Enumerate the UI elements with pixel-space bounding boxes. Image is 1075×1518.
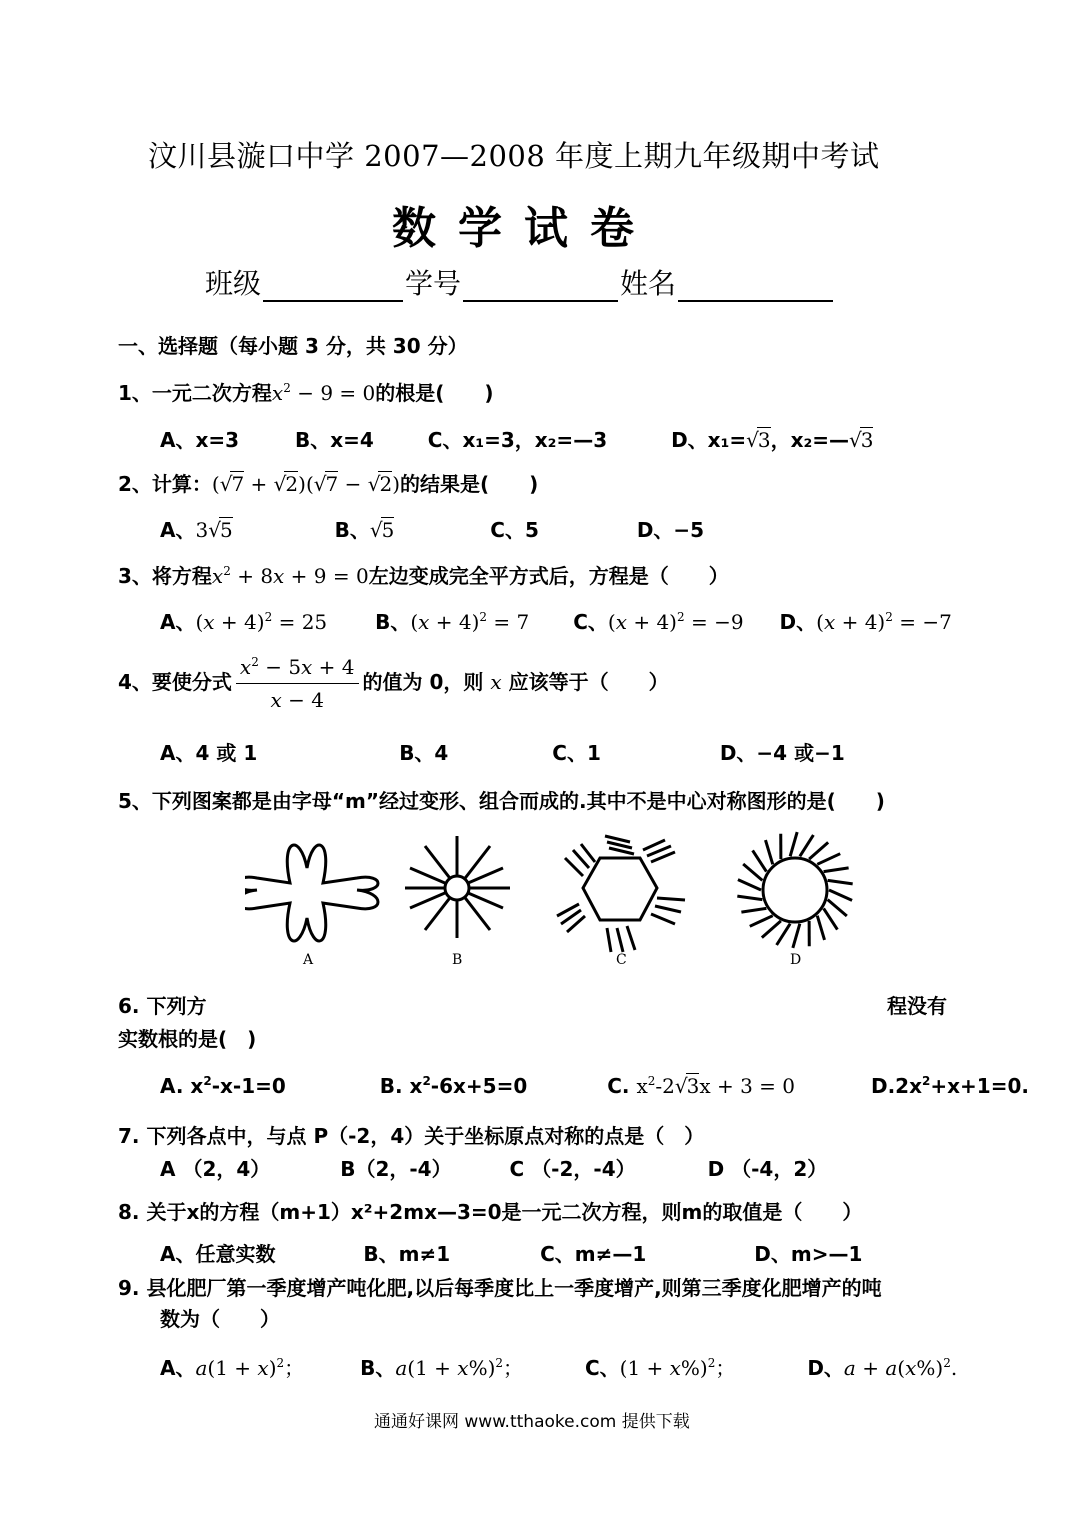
question-8-options (160, 1238, 862, 1267)
question-2-options (160, 514, 704, 543)
footer: 通通好课网 www.tthaoke.com 提供下载 (374, 1412, 690, 1432)
figure-a-label: A (303, 952, 314, 968)
option-b[interactable]: B（2，-4） (340, 1157, 452, 1181)
option-a[interactable]: A、$a(1 + x)^2$； (160, 1356, 305, 1380)
figure-d-tick (762, 921, 781, 938)
figure-d-tick (741, 908, 766, 912)
question-9-stem-line1: 9. 县化肥厂第一季度增产吨化肥,以后每季度比上一季度增产,则第三季度化肥增产的吨 (118, 1276, 882, 1300)
option-d[interactable]: D、−5 (636, 518, 705, 542)
option-c[interactable]: C （-2，-4） (509, 1157, 636, 1181)
figure-a[interactable] (245, 845, 378, 941)
figure-b[interactable] (405, 836, 510, 938)
question-6-stem-line2: 实数根的是( ) (118, 1027, 257, 1051)
figure-d-tick (753, 850, 767, 871)
option-c[interactable]: C、1 (552, 741, 601, 765)
name-field[interactable] (678, 270, 833, 302)
class-label: 班级 (205, 267, 262, 300)
figure-d-tick (737, 896, 762, 899)
option-a[interactable]: A、$(x + 4)^2 = 25$ (160, 610, 328, 634)
option-b[interactable]: B、x=4 (295, 428, 374, 452)
student-number-field[interactable] (463, 270, 618, 302)
exam-header: 汶川县漩口中学 2007—2008 年度上期九年级期中考试 (148, 139, 880, 173)
option-a[interactable]: A （2，4） (160, 1157, 271, 1181)
figure-d-tick (743, 864, 762, 880)
figure-d-tick (750, 916, 773, 927)
question-9-options (160, 1352, 957, 1381)
class-field[interactable] (263, 270, 403, 302)
option-a[interactable]: A、x=3 (160, 428, 240, 452)
option-b[interactable]: B、4 (399, 741, 449, 765)
option-b[interactable]: B、$a(1 + x\%)^2$； (360, 1356, 524, 1380)
figure-d-tick (817, 854, 840, 865)
question-7-options (160, 1153, 827, 1182)
option-d[interactable]: D、$a + a(x\%)^2$. (807, 1356, 958, 1380)
question-1-stem: 1、一元二次方程$x^2 - 9 = 0$的根是( ) (118, 381, 494, 405)
student-info-line (205, 262, 835, 302)
question-5-figures (245, 828, 865, 978)
question-9-stem-line2: 数为（ ） (160, 1307, 280, 1331)
question-6-stem-left: 6. 下列方 (118, 994, 207, 1018)
section-heading: 一、选择题（每小题 3 分，共 30 分） (118, 334, 468, 358)
figure-d-tick (765, 840, 772, 864)
option-d[interactable]: $D.2x^2+x+1=0$. (870, 1074, 1029, 1098)
question-3-stem: 3、将方程$x^2 + 8x + 9 = 0$左边变成完全平方式后，方程是（ ） (118, 564, 729, 588)
option-a[interactable]: A. $x^2-x-1=0$ (160, 1074, 286, 1098)
option-d[interactable]: D、$(x + 4)^2 = -7$ (779, 610, 952, 634)
figure-c-label: C (616, 952, 627, 968)
question-8-stem: 8. 关于x的方程（m+1）x²+2mx—3=0是一元二次方程，则m的取值是（ ） (118, 1200, 863, 1224)
figure-c[interactable] (557, 836, 685, 952)
name-label: 姓名 (620, 267, 677, 300)
option-a[interactable]: A、4 或 1 (160, 741, 258, 765)
figure-d[interactable] (737, 832, 852, 948)
question-6-options (160, 1073, 1029, 1098)
question-5-stem: 5、下列图案都是由字母“m”经过变形、组合而成的.其中不是中心对称图形的是( ) (118, 789, 885, 813)
question-3-options (160, 606, 952, 635)
page-title: 数学试卷 (392, 203, 656, 254)
question-7-stem: 7. 下列各点中，与点 P（-2，4）关于坐标原点对称的点是（ ） (118, 1124, 705, 1148)
option-d[interactable]: D （-4，2） (707, 1157, 828, 1181)
option-b[interactable]: B、$(x + 4)^2 = 7$ (375, 610, 530, 634)
option-c[interactable]: C. $x^2-2√3x + 3 = 0$ (607, 1074, 796, 1098)
student-number-label: 学号 (405, 267, 462, 300)
option-a[interactable]: A、3√5 (160, 518, 233, 542)
figure-d-label: D (790, 952, 802, 968)
figure-d-tick (793, 924, 800, 948)
question-2-stem: 2、计算：(√7 + √2)(√7 − √2)的结果是( ) (118, 472, 539, 496)
question-1-options (160, 424, 873, 453)
figure-d-tick (800, 835, 814, 856)
option-c[interactable]: C、$(x + 4)^2 = -9$ (573, 610, 744, 634)
option-c[interactable]: C、m≠—1 (540, 1242, 647, 1266)
figure-d-tick (824, 908, 838, 929)
option-d[interactable]: D、x₁=√3，x₂=—√3 (671, 428, 874, 452)
question-4-options (160, 737, 845, 766)
figure-d-tick (829, 890, 852, 900)
option-b[interactable]: B. $x^2-6x+5=0$ (379, 1074, 528, 1098)
figure-d-tick (738, 880, 761, 890)
figure-d-tick (828, 880, 853, 883)
question-4-stem: 4、要使分式 $\frac{x^2 - 5x + 4}{x - 4}$ 的值为 0，则 x 应该等于（ ） (118, 655, 669, 712)
option-d[interactable]: D、m>—1 (754, 1242, 863, 1266)
figure-d-tick (777, 924, 791, 945)
option-b[interactable]: B、√5 (334, 518, 395, 542)
figure-d-tick (824, 868, 849, 872)
figure-b-label: B (452, 952, 463, 968)
figure-d-tick (809, 842, 828, 859)
option-c[interactable]: C、5 (490, 518, 539, 542)
figure-d-tick (817, 916, 824, 940)
option-c[interactable]: C、$(1 + x\%)^2$； (584, 1356, 736, 1380)
option-d[interactable]: D、−4 或−1 (719, 741, 845, 765)
question-6-stem-right: 程没有 (887, 994, 947, 1018)
figure-d-tick (828, 900, 847, 916)
option-b[interactable]: B、m≠1 (363, 1242, 451, 1266)
option-a[interactable]: A、任意实数 (160, 1242, 276, 1266)
figure-d-tick (790, 832, 797, 856)
option-c[interactable]: C、x₁=3，x₂=—3 (427, 428, 608, 452)
